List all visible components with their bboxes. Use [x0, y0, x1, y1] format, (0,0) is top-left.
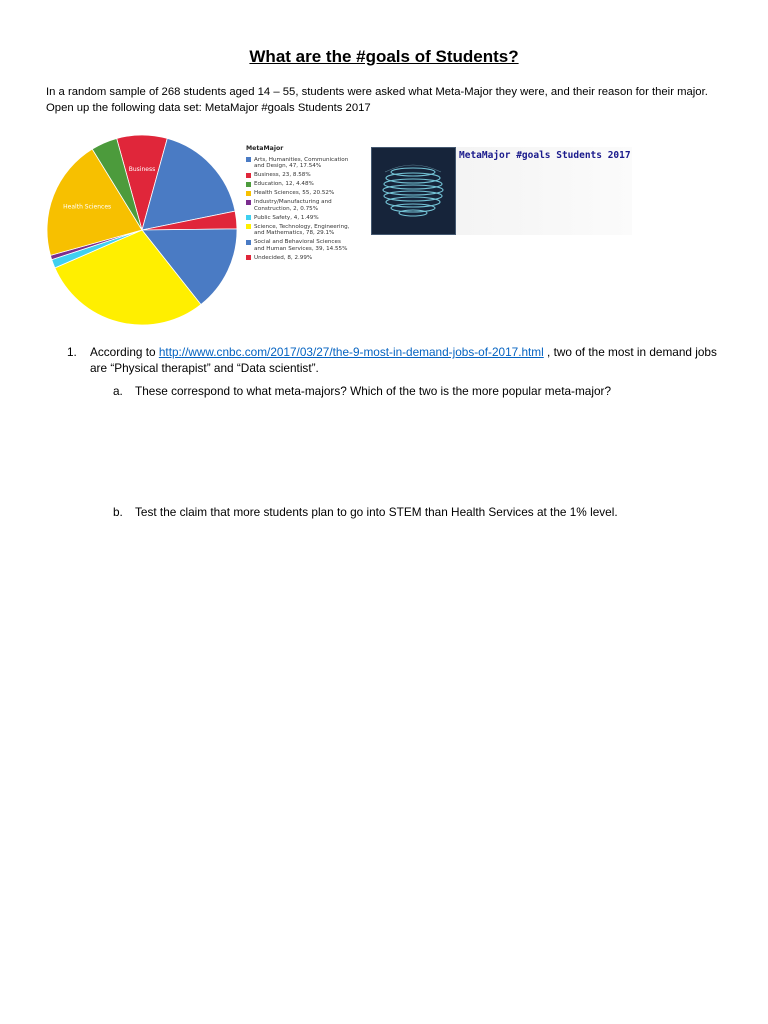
- legend-item: [246, 181, 352, 188]
- page-title: What are the #goals of Students?: [249, 47, 519, 66]
- chart-legend: [246, 146, 352, 264]
- dataset-title[interactable]: MetaMajor #goals Students 2017: [459, 150, 631, 161]
- cnbc-link[interactable]: http://www.cnbc.com/2017/03/27/the-9-most-in-demand-jobs-of-2017.html: [158, 345, 544, 359]
- question-1-suffix: , two of the most in demand jobs are “Physical therapist” and “Data scientist”.: [90, 345, 717, 375]
- question-1b-label: b.: [113, 505, 123, 519]
- legend-label: Industry/Manufacturing and Construction, 2, 0.75%: [254, 199, 332, 212]
- question-1a-label: a.: [113, 384, 123, 398]
- legend-label: Education, 12, 4.48%: [254, 181, 314, 188]
- question-1-prefix: According to: [90, 345, 156, 359]
- legend-swatch: [246, 157, 251, 162]
- legend-swatch: [246, 240, 251, 245]
- question-1a-text: These correspond to what meta-majors? Which of the two is the more popular meta-major?: [135, 384, 612, 398]
- question-number: 1.: [67, 345, 77, 359]
- legend-label: Social and Behavioral Sciences and Human Services, 39, 14.55%: [254, 239, 348, 252]
- pie-chart-svg: [46, 130, 246, 330]
- legend-item: [246, 224, 352, 237]
- legend-swatch: [246, 200, 251, 205]
- pie-slice-label: Business: [128, 166, 156, 174]
- legend-label: Public Safety, 4, 1.49%: [254, 214, 319, 221]
- legend-label: Business, 23, 8.58%: [254, 172, 311, 179]
- question-1b: [113, 504, 713, 520]
- legend-item: [246, 172, 352, 179]
- legend-item: [246, 190, 352, 197]
- intro-paragraph: In a random sample of 268 students aged 14 – 55, students were asked what Meta-Major they were, and their reason for their major. Open up the following data set: MetaMajor #goals Students 2017: [46, 86, 708, 114]
- legend-swatch: [246, 182, 251, 187]
- question-1a: [113, 383, 713, 399]
- dataset-thumbnail[interactable]: [371, 147, 456, 235]
- legend-item: [246, 215, 352, 222]
- legend-item: [246, 199, 352, 212]
- question-1-text: [90, 344, 730, 376]
- legend-item: [246, 157, 352, 170]
- legend-swatch: [246, 255, 251, 260]
- legend-label: Arts, Humanities, Communication and Design, 47, 17.54%: [254, 156, 349, 170]
- legend-swatch: [246, 191, 251, 196]
- legend-label: Health Sciences, 55, 20.52%: [254, 190, 335, 197]
- pie-chart: [46, 130, 352, 330]
- legend-title: MetaMajor: [246, 145, 284, 152]
- legend-swatch: [246, 173, 251, 178]
- legend-item: [246, 255, 352, 262]
- legend-item: [246, 239, 352, 252]
- wireframe-sphere-icon: [372, 148, 455, 234]
- legend-swatch: [246, 215, 251, 220]
- pie-slice-label: Health Sciences: [63, 203, 112, 211]
- legend-label: Science, Technology, Engineering, and Mathematics, 78, 29.1%: [254, 223, 350, 237]
- legend-items: [246, 157, 352, 262]
- legend-label: Undecided, 8, 2.99%: [254, 254, 313, 261]
- question-1b-text: Test the claim that more students plan to go into STEM than Health Services at the 1% level.: [135, 505, 618, 519]
- legend-swatch: [246, 224, 251, 229]
